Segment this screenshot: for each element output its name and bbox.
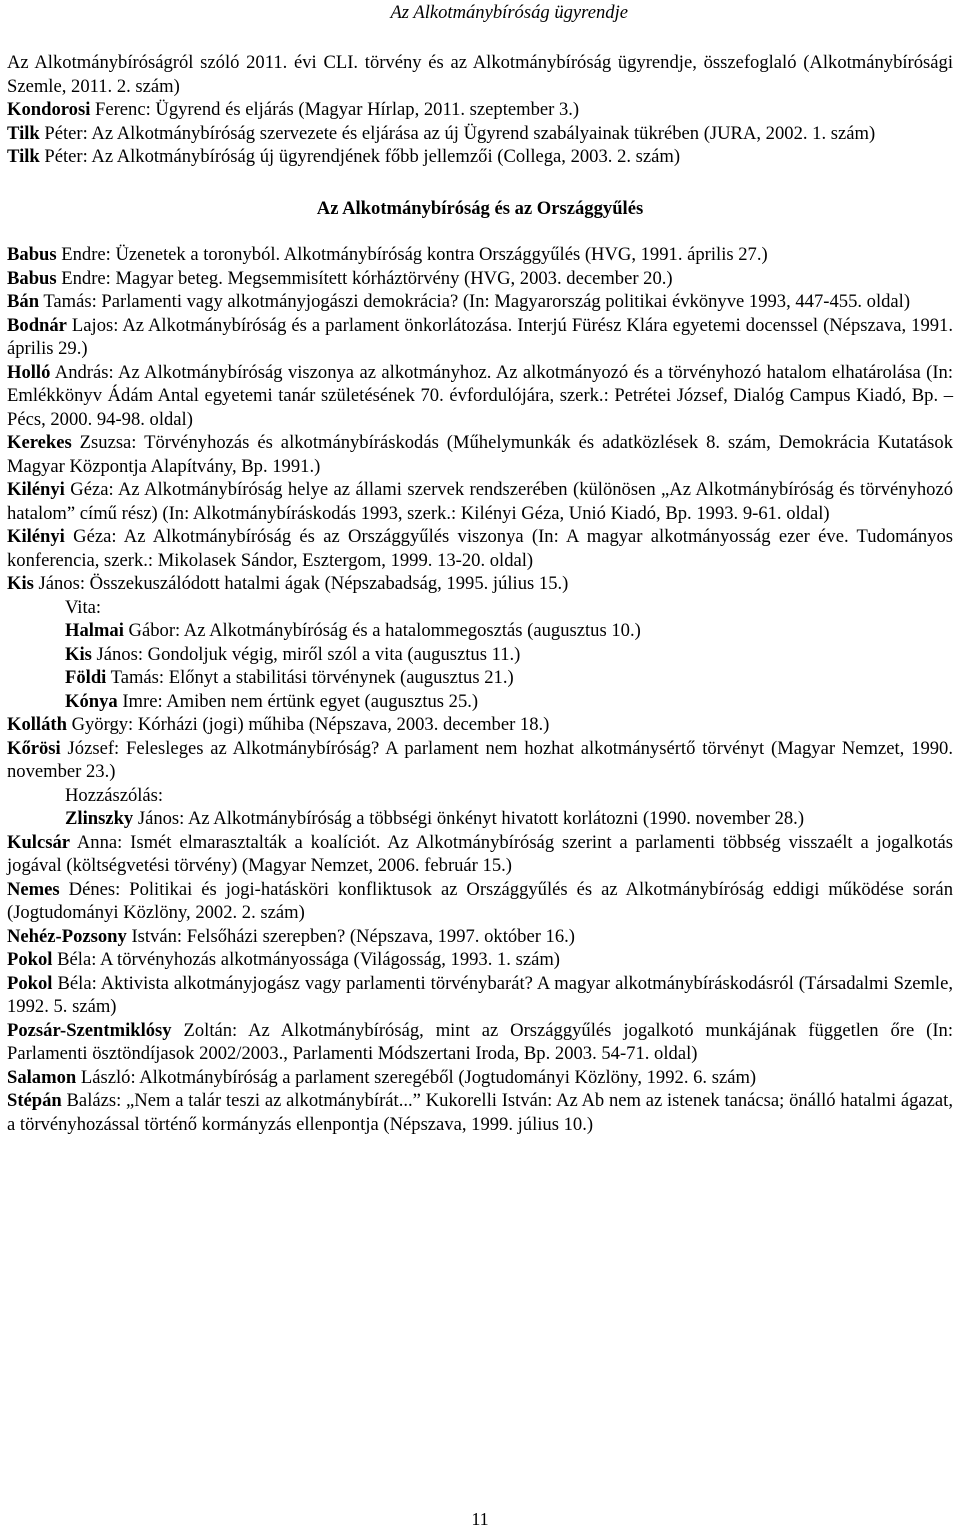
author-surname: Kis: [7, 573, 34, 594]
references-3: [7, 831, 953, 1137]
vita-references: [7, 619, 953, 713]
hozzaszolas-references: [7, 807, 953, 831]
reference-text: Endre: Üzenetek a toronyból. Alkotmánybíróság kontra Országgyűlés (HVG, 1991. április 27.): [56, 244, 768, 265]
reference-entry: [7, 1089, 953, 1136]
author-surname: Földi: [65, 667, 107, 688]
author-surname: Babus: [7, 244, 57, 265]
reference-text: Gábor: Az Alkotmánybíróság és a hatalommegosztás (augusztus 10.): [123, 620, 641, 641]
reference-entry: [7, 1066, 953, 1090]
reference-entry: [7, 314, 953, 361]
reference-entry: [7, 831, 953, 878]
reference-entry: [7, 572, 953, 596]
reference-text: János: Gondoljuk végig, miről szól a vita (augusztus 11.): [91, 643, 521, 665]
reference-entry: [7, 431, 953, 478]
reference-text: László: Alkotmánybíróság a parlament szeregéből (Jogtudományi Közlöny, 1992. 6. szám): [76, 1066, 757, 1088]
reference-entry: [7, 361, 953, 432]
author-surname: Zlinszky: [65, 808, 134, 829]
reference-entry: [7, 122, 953, 146]
reference-text: István: Felsőházi szerepben? (Népszava, 1997. október 16.): [126, 925, 575, 947]
reference-text: Endre: Magyar beteg. Megsemmisített kórháztörvény (HVG, 2003. december 20.): [56, 267, 673, 289]
reference-entry: [7, 948, 953, 972]
author-surname: Tilk: [7, 122, 40, 144]
reference-entry: [7, 98, 953, 122]
reference-text: Az Alkotmánybíróságról szóló 2011. évi CLI. törvény és az Alkotmánybíróság ügyrendje, összefoglaló (Alkotmánybírósági Szemle, 2011. 2. szám): [7, 52, 953, 97]
vita-label: Vita:: [65, 596, 102, 618]
reference-text: Géza: Az Alkotmánybíróság helye az állami szervek rendszerében (különösen „Az Alkotmánybíróság és törvényhozó hatalom” című rész) (In: Alkotmánybíráskodás 1993, szerk.: Kilényi Géza, Unió Kiadó, Bp. 1993. 9-61. oldal): [7, 479, 953, 524]
reference-entry: [7, 737, 953, 784]
reference-entry: [7, 1019, 953, 1066]
reference-text: Péter: Az Alkotmánybíróság új ügyrendjének főbb jellemzői (Collega, 2003. 2. szám): [39, 146, 681, 167]
reference-text: Ferenc: Ügyrend és eljárás (Magyar Hírlap, 2011. szeptember 3.): [90, 99, 580, 120]
reference-text: Béla: Aktivista alkotmányjogász vagy parlamenti törvénybarát? A magyar alkotmánybíráskodásról (Társadalmi Szemle, 1992. 5. szám): [7, 972, 953, 1017]
author-surname: Kőrösi: [7, 737, 61, 759]
reference-entry: [7, 51, 953, 98]
references-2: [7, 713, 953, 784]
reference-text: András: Az Alkotmánybíróság viszonya az alkotmányhoz. Az alkotmányozó és a törvényhozó hatalom elhatárolása (In: Emlékkönyv Ádám Antal egyetemi tanár születésének 70. évfordulójára, szerk.: Petrétei József, Dialóg Campus Kiadó, Bp. – Pécs, 2000. 94-98. oldal): [7, 361, 953, 430]
reference-text: János: Az Alkotmánybíróság a többségi önkényt hivatott korlátozni (1990. november 28.): [133, 808, 805, 829]
section-title: Az Alkotmánybíróság és az Országgyűlés: [316, 197, 644, 219]
author-surname: Nehéz-Pozsony: [7, 925, 127, 947]
author-surname: Holló: [7, 361, 51, 383]
author-surname: Bán: [7, 291, 40, 312]
author-surname: Kilényi: [7, 479, 65, 500]
author-surname: Kondorosi: [7, 99, 91, 120]
reference-entry: [65, 690, 953, 714]
running-header: Az Alkotmánybíróság ügyrendje: [390, 2, 628, 23]
author-surname: Pokol: [7, 949, 53, 970]
page-number: 11: [471, 1509, 489, 1529]
references: [7, 243, 953, 596]
reference-entry: [7, 925, 953, 949]
reference-text: Lajos: Az Alkotmánybíróság és a parlament önkorlátozása. Interjú Fürész Klára egyetemi docenssel (Népszava, 1991. április 29.): [7, 314, 953, 359]
reference-entry: [7, 145, 953, 169]
reference-entry: [7, 243, 953, 267]
author-surname: Halmai: [65, 620, 124, 641]
reference-text: Anna: Ismét elmarasztalták a koalíciót. Az Alkotmánybíróság szerint a parlamenti többség visszaélt a jogalkotás jogával (költségvetési törvény) (Magyar Nemzet, 2006. február 15.): [7, 831, 953, 876]
reference-entry: [7, 478, 953, 525]
bibliography: [7, 51, 953, 1136]
author-surname: Kolláth: [7, 714, 67, 735]
reference-text: József: Felesleges az Alkotmánybíróság? A parlament nem hozhat alkotmánysértő törvényt (Magyar Nemzet, 1990. november 23.): [7, 737, 953, 782]
author-surname: Nemes: [7, 878, 60, 900]
reference-entry: [7, 267, 953, 291]
reference-text: Zsuzsa: Törvényhozás és alkotmánybíráskodás (Műhelymunkák és adatközlések 8. szám, Demokrácia Kutatások Magyar Központja Alapítvány, Bp. 1991.): [7, 432, 953, 477]
author-surname: Kónya: [65, 690, 118, 712]
reference-entry: [65, 666, 953, 690]
author-surname: Babus: [7, 267, 57, 289]
top-references: [7, 51, 953, 169]
reference-text: Tamás: Előnyt a stabilitási törvénynek (augusztus 21.): [106, 667, 514, 688]
author-surname: Bodnár: [7, 314, 67, 336]
author-surname: Kerekes: [7, 432, 72, 453]
reference-text: Tamás: Parlamenti vagy alkotmányjogászi demokrácia? (In: Magyarország politikai évkönyve 1993, 447-455. oldal): [39, 291, 911, 312]
reference-text: Béla: A törvényhozás alkotmányossága (Világosság, 1993. 1. szám): [52, 949, 560, 970]
author-surname: Kulcsár: [7, 831, 71, 853]
reference-entry: [7, 972, 953, 1019]
author-surname: Salamon: [7, 1066, 77, 1088]
reference-entry: [65, 643, 953, 667]
author-surname: Tilk: [7, 146, 40, 167]
reference-text: Dénes: Politikai és jogi-hatásköri konfliktusok az Országgyűlés és az Alkotmánybíróság eddigi működése során (Jogtudományi Közlöny, 2002. 2. szám): [7, 878, 953, 923]
reference-text: Géza: Az Alkotmánybíróság és az Országgyűlés viszonya (In: A magyar alkotmányosság ezer éve. Tudományos konferencia, szerk.: Mikolasek Sándor, Esztergom, 1999. 13-20. oldal): [7, 526, 953, 571]
author-surname: Kis: [65, 643, 92, 665]
reference-entry: [7, 878, 953, 925]
reference-text: Imre: Amiben nem értünk egyet (augusztus 25.): [117, 690, 479, 712]
reference-text: György: Kórházi (jogi) műhiba (Népszava, 2003. december 18.): [66, 714, 550, 735]
reference-text: Balázs: „Nem a talár teszi az alkotmánybírát...” Kukorelli István: Az Ab nem az istenek tanácsa; önálló hatalmi ágazat, a törvényhozással történő kormányzás ellenpontja (Népszava, 1999. július 10.): [7, 1090, 953, 1135]
author-surname: Stépán: [7, 1090, 62, 1111]
reference-entry: [65, 619, 953, 643]
reference-entry: [7, 713, 953, 737]
reference-entry: [7, 290, 953, 314]
reference-entry: [65, 807, 953, 831]
author-surname: Pozsár-Szentmiklósy: [7, 1019, 172, 1041]
author-surname: Kilényi: [7, 526, 65, 547]
reference-text: Zoltán: Az Alkotmánybíróság, mint az Országgyűlés jogalkotó munkájának független őre (In: Parlamenti ösztöndíjasok 2002/2003., Parlamenti Módszertani Iroda, Bp. 2003. 54-71. oldal): [7, 1019, 953, 1064]
hozzaszolas-label: Hozzászólás:: [65, 784, 164, 806]
reference-text: Péter: Az Alkotmánybíróság szervezete és eljárása az új Ügyrend szabályainak tükrében (JURA, 2002. 1. szám): [39, 122, 876, 144]
author-surname: Pokol: [7, 972, 53, 994]
reference-text: János: Összekuszálódott hatalmi ágak (Népszabadság, 1995. július 15.): [33, 573, 569, 594]
reference-entry: [7, 525, 953, 572]
